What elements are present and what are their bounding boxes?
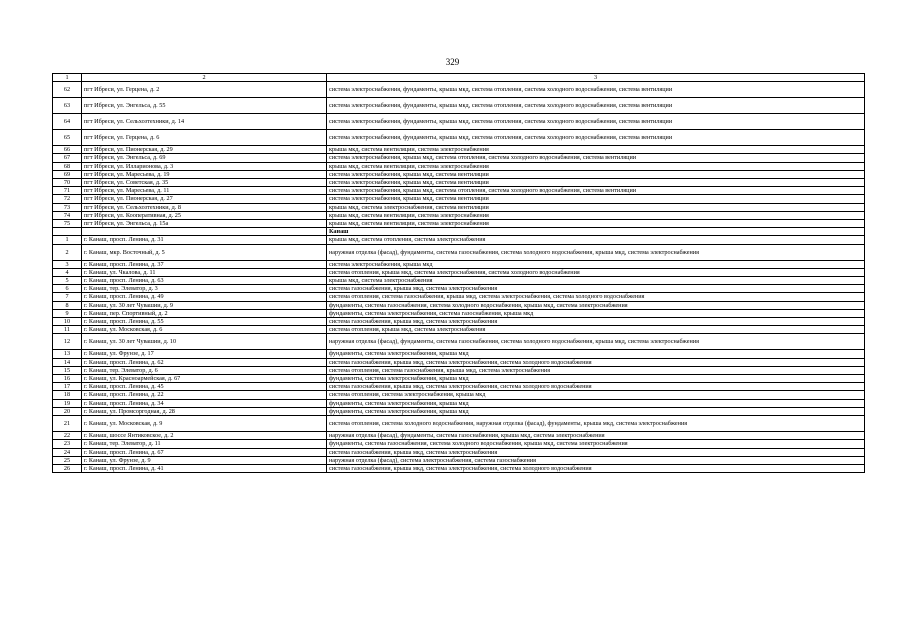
address-cell: г. Канаш, тер. Элеватор, д. 11 bbox=[82, 440, 327, 448]
row-number: 14 bbox=[53, 358, 82, 366]
address-cell: г. Канаш, мкр. Восточный, д. 5 bbox=[82, 244, 327, 260]
table-row bbox=[53, 416, 865, 432]
address-cell: г. Канаш, просп. Ленина, д. 37 bbox=[82, 260, 327, 268]
address-cell: г. Канаш, просп. Ленина, д. 63 bbox=[82, 277, 327, 285]
works-cell: система отопления, система холодного водоснабжения, наружная отделка (фасад), фундаменты, крыша мкд, система электроснабжения bbox=[327, 416, 865, 432]
works-cell: крыша мкд, система отопления, система электроснабжения bbox=[327, 236, 865, 244]
row-number: 75 bbox=[53, 220, 82, 228]
table-row bbox=[53, 98, 865, 114]
table-row bbox=[53, 318, 865, 326]
address-cell: пгт Ибреси, ул. Кооперативная, д. 25 bbox=[82, 211, 327, 219]
table-row bbox=[53, 440, 865, 448]
row-number: 13 bbox=[53, 350, 82, 358]
table-row bbox=[53, 326, 865, 334]
address-cell: г. Канаш, просп. Ленина, д. 41 bbox=[82, 464, 327, 472]
address-cell: г. Канаш, тер. Элеватор, д. 3 bbox=[82, 285, 327, 293]
address-cell: пгт Ибреси, ул. Энгельса, д. 69 bbox=[82, 154, 327, 162]
works-cell: система электроснабжения, крыша мкд, система отопления, система холодного водоснабжения, система вентиляции bbox=[327, 187, 865, 195]
page-number: 329 bbox=[445, 57, 460, 67]
header-cell-works: 3 bbox=[327, 74, 865, 82]
section-title: Канаш bbox=[327, 228, 865, 236]
address-cell: г. Канаш, просп. Ленина, д. 34 bbox=[82, 399, 327, 407]
row-number: 20 bbox=[53, 407, 82, 415]
address-cell: пгт Ибреси, ул. Илларионова, д. 3 bbox=[82, 162, 327, 170]
table-row bbox=[53, 82, 865, 98]
address-cell: пгт Ибреси, ул. Герцена, д. 2 bbox=[82, 82, 327, 98]
works-cell: наружная отделка (фасад), фундаменты, система газоснабжения, крыша мкд, система электроснабжения bbox=[327, 432, 865, 440]
table-row bbox=[53, 464, 865, 472]
table-row bbox=[53, 358, 865, 366]
works-cell: фундаменты, система электроснабжения, система газоснабжения, крыша мкд bbox=[327, 309, 865, 317]
works-cell: система электроснабжения, крыша мкд, система вентиляции bbox=[327, 179, 865, 187]
table-row bbox=[53, 383, 865, 391]
row-number: 7 bbox=[53, 293, 82, 301]
works-cell: система электроснабжения, крыша мкд, система отопления, система холодного водоснабжения, система вентиляции bbox=[327, 154, 865, 162]
works-cell: крыша мкд, система вентиляции, система электроснабжения bbox=[327, 162, 865, 170]
row-number: 10 bbox=[53, 318, 82, 326]
row-number: 72 bbox=[53, 195, 82, 203]
row-number: 64 bbox=[53, 114, 82, 130]
works-cell: наружная отделка (фасад), фундаменты, система газоснабжения, система холодного водоснабжения, крыша мкд, система электроснабжения bbox=[327, 334, 865, 350]
works-cell: система отопления, система электроснабжения, крыша мкд bbox=[327, 391, 865, 399]
row-number: 1 bbox=[53, 236, 82, 244]
address-cell: г. Канаш, просп. Ленина, д. 49 bbox=[82, 293, 327, 301]
address-cell: пгт Ибреси, ул. Сельхозтехники, д. 8 bbox=[82, 203, 327, 211]
row-number: 68 bbox=[53, 162, 82, 170]
table-row bbox=[53, 260, 865, 268]
table-row bbox=[53, 399, 865, 407]
row-number: 21 bbox=[53, 416, 82, 432]
table-row bbox=[53, 456, 865, 464]
table-row bbox=[53, 187, 865, 195]
row-number: 63 bbox=[53, 98, 82, 114]
table-row bbox=[53, 114, 865, 130]
row-number: 65 bbox=[53, 130, 82, 146]
header-cell-address: 2 bbox=[82, 74, 327, 82]
row-number: 26 bbox=[53, 464, 82, 472]
works-cell: система электроснабжения, крыша мкд, система вентиляции bbox=[327, 195, 865, 203]
table-row bbox=[53, 244, 865, 260]
works-cell: крыша мкд, система электроснабжения, система вентиляции bbox=[327, 203, 865, 211]
works-cell: система отопления, система газоснабжения, крыша мкд, система электроснабжения bbox=[327, 366, 865, 374]
address-cell: г. Канаш, ул. Московская, д. 6 bbox=[82, 326, 327, 334]
works-cell: система электроснабжения, крыша мкд, система вентиляции bbox=[327, 170, 865, 178]
address-cell: пгт Ибреси, ул. Герцена, д. 6 bbox=[82, 130, 327, 146]
header-row bbox=[53, 74, 865, 82]
row-number: 2 bbox=[53, 244, 82, 260]
table-row bbox=[53, 432, 865, 440]
table-row bbox=[53, 407, 865, 415]
table-row bbox=[53, 285, 865, 293]
address-cell: г. Канаш, тер. Элеватор, д. 6 bbox=[82, 366, 327, 374]
row-number: 25 bbox=[53, 456, 82, 464]
works-cell: система газоснабжения, крыша мкд, система электроснабжения, система холодного водоснабжения bbox=[327, 464, 865, 472]
address-cell: пгт Ибреси, ул. Энгельса, д. 55 bbox=[82, 98, 327, 114]
works-cell: система газоснабжения, крыша мкд, система электроснабжения bbox=[327, 448, 865, 456]
works-cell: фундаменты, система электроснабжения, крыша мкд bbox=[327, 350, 865, 358]
row-number: 8 bbox=[53, 301, 82, 309]
row-number: 67 bbox=[53, 154, 82, 162]
section-row bbox=[53, 228, 865, 236]
header-cell-number: 1 bbox=[53, 74, 82, 82]
address-cell: пгт Ибреси, ул. Сельхозтехники, д. 14 bbox=[82, 114, 327, 130]
table-row bbox=[53, 366, 865, 374]
table-row bbox=[53, 334, 865, 350]
row-number: 6 bbox=[53, 285, 82, 293]
row-number: 3 bbox=[53, 260, 82, 268]
row-number: 5 bbox=[53, 277, 82, 285]
address-cell: г. Канаш, просп. Ленина, д. 31 bbox=[82, 236, 327, 244]
row-number: 4 bbox=[53, 268, 82, 276]
section-blank-cell bbox=[82, 228, 327, 236]
row-number: 16 bbox=[53, 375, 82, 383]
works-cell: система газоснабжения, крыша мкд, система электроснабжения bbox=[327, 285, 865, 293]
works-cell: наружная отделка (фасад), система электроснабжения, система газоснабжения bbox=[327, 456, 865, 464]
table-row bbox=[53, 236, 865, 244]
address-cell: пгт Ибреси, ул. Маресьева, д. 19 bbox=[82, 170, 327, 178]
table-row bbox=[53, 293, 865, 301]
row-number: 22 bbox=[53, 432, 82, 440]
row-number: 9 bbox=[53, 309, 82, 317]
table-row bbox=[53, 203, 865, 211]
address-cell: г. Канаш, ул. Чкалова, д. 11 bbox=[82, 268, 327, 276]
works-cell: система газоснабжения, крыша мкд, система электроснабжения, система холодного водоснабжения bbox=[327, 358, 865, 366]
address-cell: г. Канаш, просп. Ленина, д. 45 bbox=[82, 383, 327, 391]
works-cell: система отопления, крыша мкд, система электроснабжения, система холодного водоснабжения bbox=[327, 268, 865, 276]
works-cell: система электроснабжения, фундаменты, крыша мкд, система отопления, система холодного водоснабжения, система вентиляции bbox=[327, 82, 865, 98]
row-number: 17 bbox=[53, 383, 82, 391]
section-blank-cell bbox=[53, 228, 82, 236]
table-row bbox=[53, 277, 865, 285]
address-cell: г. Канаш, просп. Ленина, д. 22 bbox=[82, 391, 327, 399]
works-cell: система электроснабжения, фундаменты, крыша мкд, система отопления, система холодного водоснабжения, система вентиляции bbox=[327, 98, 865, 114]
address-cell: г. Канаш, ул. Фрунзе, д. 17 bbox=[82, 350, 327, 358]
works-cell: фундаменты, система электроснабжения, крыша мкд bbox=[327, 399, 865, 407]
works-cell: система газоснабжения, крыша мкд, система электроснабжения, система холодного водоснабжения bbox=[327, 383, 865, 391]
table-row bbox=[53, 268, 865, 276]
address-cell: г. Канаш, ул. Красноармейская, д. 67 bbox=[82, 375, 327, 383]
works-cell: фундаменты, система электроснабжения, крыша мкд bbox=[327, 407, 865, 415]
row-number: 62 bbox=[53, 82, 82, 98]
row-number: 69 bbox=[53, 170, 82, 178]
row-number: 66 bbox=[53, 146, 82, 154]
works-cell: фундаменты, система электроснабжения, крыша мкд bbox=[327, 375, 865, 383]
works-cell: фундаменты, система газоснабжения, система холодного водоснабжения, крыша мкд, система электроснабжения bbox=[327, 440, 865, 448]
works-cell: наружная отделка (фасад), фундаменты, система газоснабжения, система холодного водоснабжения, крыша мкд, система электроснабжения bbox=[327, 244, 865, 260]
address-cell: г. Канаш, просп. Ленина, д. 55 bbox=[82, 318, 327, 326]
works-cell: крыша мкд, система вентиляции, система электроснабжения bbox=[327, 220, 865, 228]
address-cell: пгт Ибреси, ул. Пионерская, д. 29 bbox=[82, 146, 327, 154]
works-cell: система отопления, система газоснабжения, крыша мкд, система электроснабжения, система холодного водоснабжения bbox=[327, 293, 865, 301]
row-number: 11 bbox=[53, 326, 82, 334]
table-row bbox=[53, 448, 865, 456]
table-row bbox=[53, 220, 865, 228]
table-row bbox=[53, 309, 865, 317]
address-cell: г. Канаш, просп. Ленина, д. 62 bbox=[82, 358, 327, 366]
works-table bbox=[52, 73, 865, 473]
table-row bbox=[53, 130, 865, 146]
table-row bbox=[53, 211, 865, 219]
table-row bbox=[53, 170, 865, 178]
table-body bbox=[53, 74, 865, 473]
address-cell: г. Канаш, ул. Фрунзе, д. 9 bbox=[82, 456, 327, 464]
row-number: 19 bbox=[53, 399, 82, 407]
works-cell: система отопления, крыша мкд, система электроснабжения bbox=[327, 326, 865, 334]
table-row bbox=[53, 146, 865, 154]
table-row bbox=[53, 391, 865, 399]
row-number: 15 bbox=[53, 366, 82, 374]
address-cell: г. Канаш, ул. Московская, д. 9 bbox=[82, 416, 327, 432]
address-cell: пгт Ибреси, ул. Советская, д. 35 bbox=[82, 179, 327, 187]
row-number: 24 bbox=[53, 448, 82, 456]
address-cell: г. Канаш, ул. 30 лет Чувашии, д. 10 bbox=[82, 334, 327, 350]
address-cell: г. Канаш, ул. Промсоргодная, д. 28 bbox=[82, 407, 327, 415]
works-cell: система электроснабжения, фундаменты, крыша мкд, система отопления, система холодного водоснабжения, система вентиляции bbox=[327, 114, 865, 130]
address-cell: пгт Ибреси, ул. Маресьева, д. 11 bbox=[82, 187, 327, 195]
address-cell: пгт Ибреси, ул. Энгельса, д. 15а bbox=[82, 220, 327, 228]
works-cell: крыша мкд, система вентиляции, система электроснабжения bbox=[327, 146, 865, 154]
address-cell: г. Канаш, пер. Спортивный, д. 2 bbox=[82, 309, 327, 317]
row-number: 74 bbox=[53, 211, 82, 219]
row-number: 18 bbox=[53, 391, 82, 399]
works-cell: система электроснабжения, крыша мкд bbox=[327, 260, 865, 268]
row-number: 12 bbox=[53, 334, 82, 350]
table-row bbox=[53, 195, 865, 203]
table-row bbox=[53, 350, 865, 358]
table-row bbox=[53, 162, 865, 170]
works-cell: крыша мкд, система вентиляции, система электроснабжения bbox=[327, 211, 865, 219]
table-row bbox=[53, 301, 865, 309]
row-number: 70 bbox=[53, 179, 82, 187]
address-cell: г. Канаш, шоссе Янтиковское, д. 2 bbox=[82, 432, 327, 440]
works-cell: система газоснабжения, крыша мкд, система электроснабжения bbox=[327, 318, 865, 326]
row-number: 23 bbox=[53, 440, 82, 448]
table-row bbox=[53, 375, 865, 383]
row-number: 73 bbox=[53, 203, 82, 211]
works-cell: крыша мкд, система электроснабжения bbox=[327, 277, 865, 285]
table-row bbox=[53, 179, 865, 187]
address-cell: г. Канаш, ул. 30 лет Чувашии, д. 9 bbox=[82, 301, 327, 309]
works-cell: фундаменты, система газоснабжения, система холодного водоснабжения, крыша мкд, система электроснабжения bbox=[327, 301, 865, 309]
address-cell: г. Канаш, просп. Ленина, д. 67 bbox=[82, 448, 327, 456]
row-number: 71 bbox=[53, 187, 82, 195]
works-cell: система электроснабжения, фундаменты, крыша мкд, система отопления, система холодного водоснабжения, система вентиляции bbox=[327, 130, 865, 146]
address-cell: пгт Ибреси, ул. Пионерская, д. 27 bbox=[82, 195, 327, 203]
table-row bbox=[53, 154, 865, 162]
